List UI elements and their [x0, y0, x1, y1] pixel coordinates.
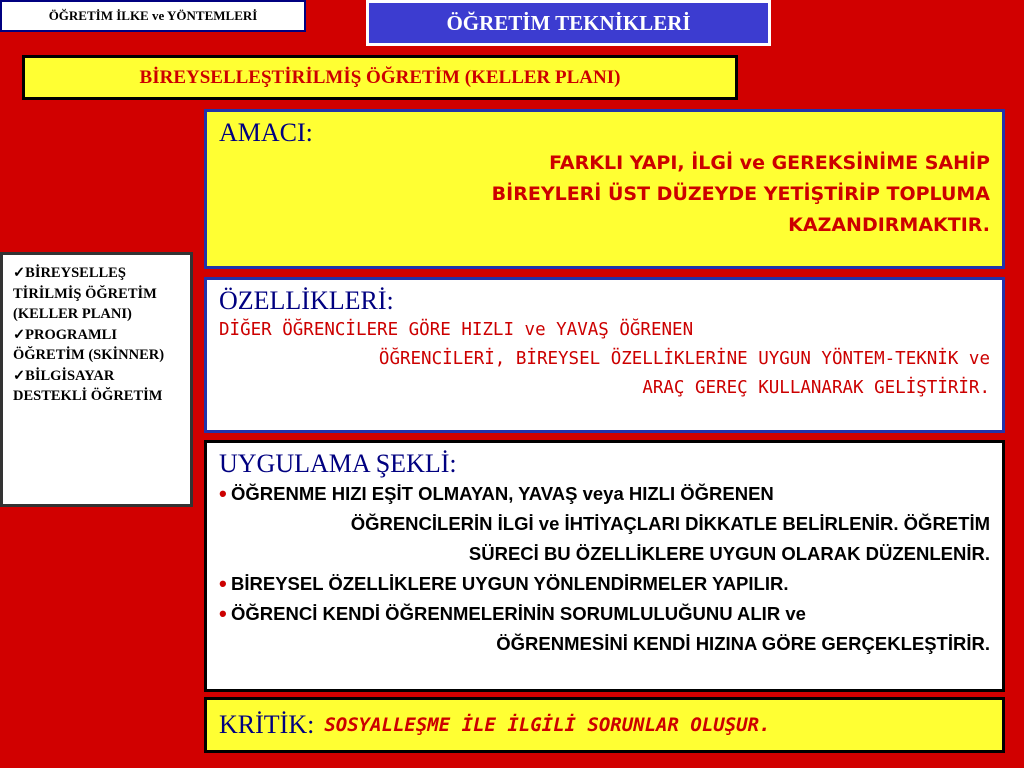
bullet-dot-icon: • — [219, 601, 227, 626]
technique-item: ✓BİREYSELLEŞ TİRİLMİŞ ÖĞRETİM (KELLER PLANI) — [13, 265, 157, 322]
amaci-text — [219, 148, 990, 241]
amaci-line: FARKLI YAPI, İLGİ ve GEREKSİNİME SAHİP — [549, 152, 990, 174]
uygulama-bullet — [219, 569, 990, 599]
technique-item: ✓BİLGİSAYAR DESTEKLİ ÖĞRETİM — [13, 367, 163, 404]
bullet-line: ÖĞRENMESİNİ KENDİ HIZINA GÖRE GERÇEKLEŞTİRİR. — [496, 633, 990, 654]
bullet-dot-icon: • — [219, 481, 227, 506]
section-subtitle-text: BİREYSELLEŞTİRİLMİŞ ÖĞRETİM (KELLER PLANI) — [139, 66, 621, 88]
uygulama-heading: UYGULAMA ŞEKLİ: — [219, 449, 457, 478]
bullet-dot-icon: • — [219, 571, 227, 596]
amaci-heading: AMACI: — [219, 118, 313, 147]
course-label-text: ÖĞRETİM İLKE ve YÖNTEMLERİ — [48, 8, 258, 23]
section-subtitle — [22, 55, 738, 100]
bullet-line: ÖĞRENCİ KENDİ ÖĞRENMELERİNİN SORUMLULUĞUNU ALIR ve — [231, 603, 806, 624]
bullet-line: ÖĞRENME HIZI EŞİT OLMAYAN, YAVAŞ veya HIZLI ÖĞRENEN — [231, 483, 774, 504]
page-title — [366, 0, 771, 46]
amaci-line: BİREYLERİ ÜST DÜZEYDE YETİŞTİRİP TOPLUMA — [491, 183, 990, 205]
kritik-heading: KRİTİK: — [219, 710, 315, 739]
technique-item: ✓PROGRAMLI ÖĞRETİM (SKİNNER) — [13, 326, 165, 363]
course-label — [0, 0, 306, 32]
bullet-line: BİREYSEL ÖZELLİKLERE UYGUN YÖNLENDİRMELER YAPILIR. — [231, 573, 789, 594]
kritik-text: SOSYALLEŞME İLE İLGİLİ SORUNLAR OLUŞUR. — [324, 714, 771, 736]
kritik-panel — [204, 697, 1005, 753]
ozellikleri-text — [219, 316, 990, 403]
amaci-panel — [204, 109, 1005, 269]
bullet-line: ÖĞRENCİLERİN İLGİ ve İHTİYAÇLARI DİKKATLE BELİRLENİR. ÖĞRETİM — [350, 513, 990, 534]
ozellikleri-panel — [204, 277, 1005, 433]
ozellikleri-line: DİĞER ÖĞRENCİLERE GÖRE HIZLI ve YAVAŞ ÖĞRENEN — [219, 320, 694, 340]
ozellikleri-heading: ÖZELLİKLERİ: — [219, 286, 394, 315]
uygulama-panel — [204, 440, 1005, 692]
page-title-text: ÖĞRETİM TEKNİKLERİ — [446, 10, 691, 35]
ozellikleri-line: ARAÇ GEREÇ KULLANARAK GELİŞTİRİR. — [642, 378, 990, 398]
uygulama-bullet — [219, 479, 990, 569]
uygulama-bullet — [219, 599, 990, 659]
technique-list — [0, 252, 193, 507]
bullet-line: SÜRECİ BU ÖZELLİKLERE UYGUN OLARAK DÜZENLENİR. — [468, 543, 990, 564]
ozellikleri-line: ÖĞRENCİLERİ, BİREYSEL ÖZELLİKLERİNE UYGUN YÖNTEM-TEKNİK ve — [378, 349, 990, 369]
amaci-line: KAZANDIRMAKTIR. — [788, 214, 990, 236]
